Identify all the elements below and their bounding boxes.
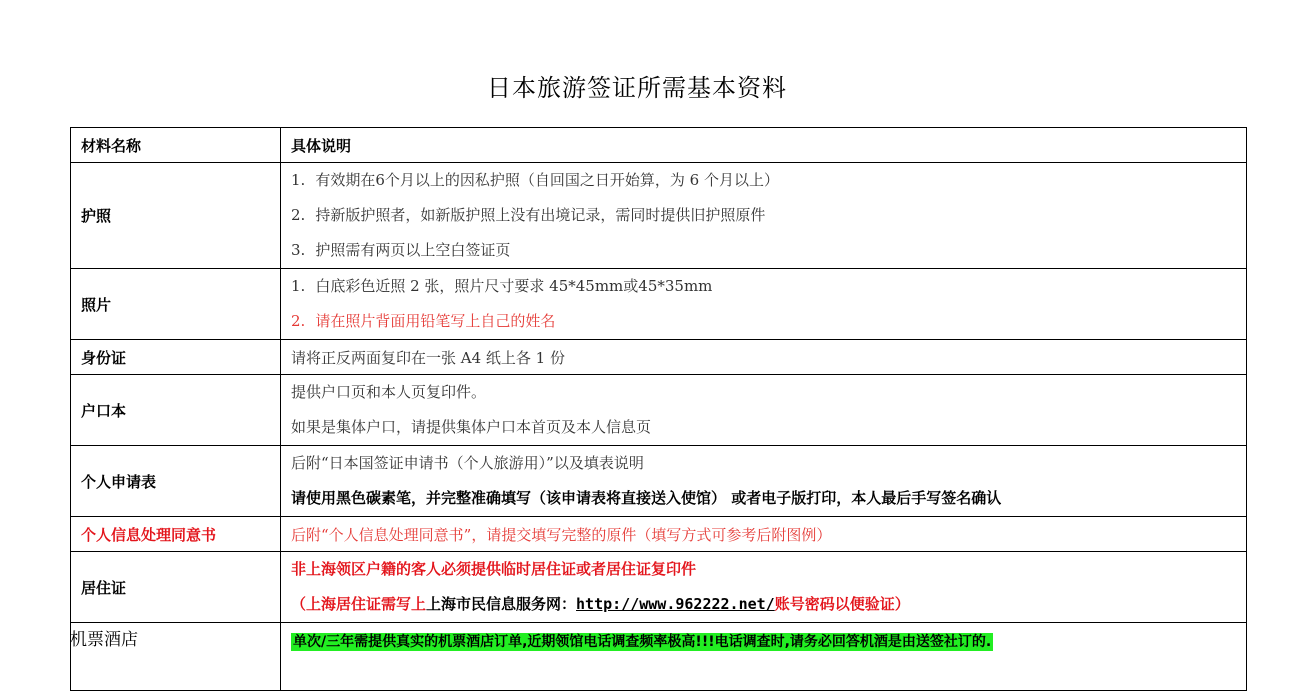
ticket-hotel-highlight: 单次/三年需提供真实的机票酒店订单,近期领馆电话调查频率极高!!!电话调查时,请务必回答机酒是由送签社订的. — [293, 634, 992, 650]
hukou-line-2: 如果是集体户口，请提供集体户口本首页及本人信息页 — [291, 418, 652, 436]
row-ticket-hotel — [71, 623, 1247, 691]
passport-item-3: 3. 护照需有两页以上空白签证页 — [291, 241, 511, 259]
row-passport — [71, 163, 1247, 269]
row-consent-name: 个人信息处理同意书 — [71, 517, 281, 552]
passport-item-2: 2. 持新版护照者，如新版护照上没有出境记录，需同时提供旧护照原件 — [291, 206, 766, 224]
row-hukou — [71, 375, 1247, 446]
residence-line-2: （上海居住证需写上上海市民信息服务网：http://www.962222.net/账号密码以便验证） — [291, 595, 910, 613]
row-hukou-desc — [281, 375, 1247, 446]
row-consent — [71, 517, 1247, 552]
row-application — [71, 446, 1247, 517]
row-application-desc — [281, 446, 1247, 517]
passport-item-1: 1. 有效期在6个月以上的因私护照（自回国之日开始算，为 6 个月以上） — [291, 171, 779, 189]
row-application-name: 个人申请表 — [71, 446, 281, 517]
row-photo-desc — [281, 269, 1247, 340]
row-ticket-hotel-name-cell — [71, 623, 281, 691]
header-col-name: 材料名称 — [71, 128, 281, 163]
residence-line-1: 非上海领区户籍的客人必须提供临时居住证或者居住证复印件 — [291, 560, 697, 578]
row-residence-name: 居住证 — [71, 552, 281, 623]
row-passport-name: 护照 — [71, 163, 281, 269]
photo-item-1: 1. 白底彩色近照 2 张，照片尺寸要求 45*45mm或45*35mm — [291, 277, 713, 295]
hukou-line-1: 提供户口页和本人页复印件。 — [291, 383, 487, 401]
row-hukou-name: 户口本 — [71, 375, 281, 446]
row-passport-desc — [281, 163, 1247, 269]
row-photo-name: 照片 — [71, 269, 281, 340]
row-residence — [71, 552, 1247, 623]
application-line-2: 请使用黑色碳素笔，并完整准确填写（该申请表将直接送入使馆） 或者电子版打印，本人最后手写签名确认 — [291, 489, 1002, 507]
row-residence-desc — [281, 552, 1247, 623]
row-idcard-desc: 请将正反两面复印在一张 A4 纸上各 1 份 — [281, 340, 1247, 375]
table-header-row — [71, 128, 1247, 163]
row-idcard-name: 身份证 — [71, 340, 281, 375]
row-photo — [71, 269, 1247, 340]
row-consent-desc: 后附“个人信息处理同意书”，请提交填写完整的原件（填写方式可参考后附图例） — [281, 517, 1247, 552]
materials-table — [70, 127, 1247, 691]
photo-item-2: 2. 请在照片背面用铅笔写上自己的姓名 — [291, 312, 556, 330]
row-idcard — [71, 340, 1247, 375]
application-line-1: 后附“日本国签证申请书（个人旅游用）”以及填表说明 — [291, 454, 644, 472]
row-ticket-hotel-desc — [281, 623, 1247, 691]
header-col-desc: 具体说明 — [281, 128, 1247, 163]
row-ticket-hotel-name: 机票酒店 — [70, 630, 138, 650]
page-title: 日本旅游签证所需基本资料 — [487, 74, 787, 102]
residence-link[interactable]: http://www.962222.net/ — [576, 595, 775, 613]
